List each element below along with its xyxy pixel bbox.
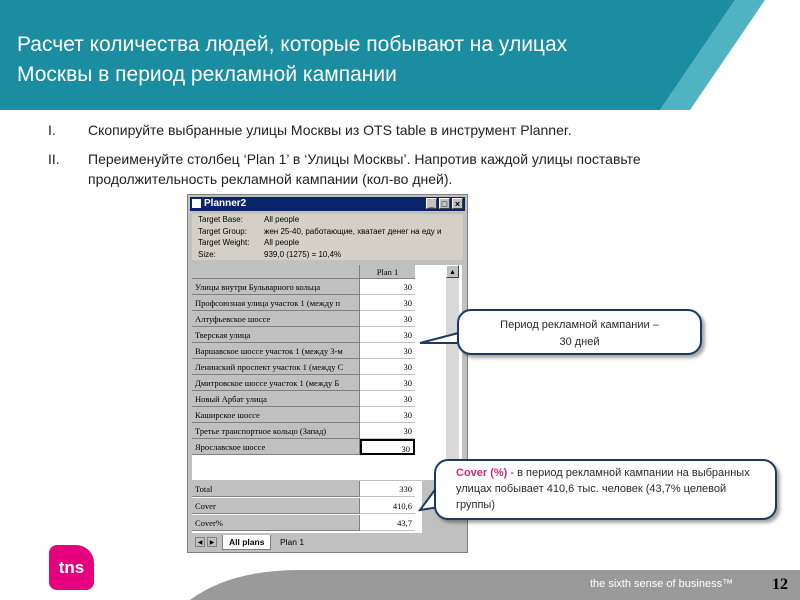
street-name[interactable]: Дмитровское шоссе участок 1 (между Б (192, 375, 360, 391)
street-name[interactable]: Ленинский проспект участок 1 (между С (192, 359, 360, 375)
tagline: the sixth sense of business™ (590, 578, 734, 590)
info-value: 939,0 (1275) = 10,4% (264, 249, 342, 259)
campaign-days-cell[interactable]: 30 (360, 439, 415, 455)
tab-plan-1[interactable]: Plan 1 (280, 537, 305, 547)
instruction-text: Скопируйте выбранные улицы Москвы из OTS table в инструмент Planner. (88, 122, 572, 138)
street-name[interactable]: Третье транспортное кольцо (Запад) (192, 423, 360, 439)
close-button[interactable]: × (452, 198, 463, 209)
minimize-button[interactable]: _ (426, 198, 437, 209)
tab-prev-arrow-icon[interactable]: ◀ (195, 537, 205, 547)
street-name[interactable]: Алтуфьевское шоссе (192, 311, 360, 327)
street-name[interactable]: Профсоюзная улица участок 1 (между п (192, 295, 360, 311)
campaign-days-cell[interactable]: 30 (360, 423, 415, 439)
column-header-plan-1[interactable]: Plan 1 (360, 265, 415, 279)
scroll-up-arrow-icon[interactable]: ▲ (446, 265, 459, 278)
instruction-number: II. (48, 151, 60, 167)
maximize-button[interactable]: □ (439, 198, 450, 209)
info-value: жен 25-40, работающие, хватает денег на еду и (264, 226, 442, 236)
campaign-days-cell[interactable]: 30 (360, 279, 415, 295)
campaign-days-cell[interactable]: 30 (360, 327, 415, 343)
campaign-days-cell[interactable]: 30 (360, 311, 415, 327)
info-value: All people (264, 238, 300, 247)
info-value: All people (264, 215, 300, 224)
title-line-2: Москвы в период рекламной кампании (17, 63, 397, 86)
street-name[interactable]: Улицы внутри Бульварного кольца (192, 279, 360, 295)
street-name[interactable]: Тверская улица (192, 327, 360, 343)
total-value: 330 (360, 481, 415, 497)
page-number: 12 (772, 576, 788, 593)
title-line-1: Расчет количества людей, которые побывают на улицах (17, 33, 568, 56)
street-name[interactable]: Новый Арбат улица (192, 391, 360, 407)
campaign-days-cell[interactable]: 30 (360, 375, 415, 391)
instruction-number: I. (48, 122, 56, 138)
street-name[interactable]: Ярославское шоссе (192, 439, 360, 455)
campaign-days-cell[interactable]: 30 (360, 391, 415, 407)
cover-callout (434, 459, 777, 520)
campaign-days-cell[interactable]: 30 (360, 295, 415, 311)
cover-value: 410,6 (360, 498, 415, 514)
info-label: Target Base: (198, 215, 243, 224)
tab-all-plans[interactable]: All plans (222, 535, 271, 550)
cover-percent-value: 43,7 (360, 515, 415, 531)
cover-percent-label: Cover% (192, 515, 360, 531)
callout-cover-text: - в период рекламной кампании на выбранных улицах побывает 410,6 тыс. человек (43,7% целевой группы) (456, 467, 750, 511)
callout-period-line-2: 30 дней (559, 336, 600, 348)
cover-label: Cover (192, 498, 360, 514)
campaign-days-cell[interactable]: 30 (360, 343, 415, 359)
footer-band (0, 540, 800, 600)
campaign-days-cell[interactable]: 30 (360, 407, 415, 423)
street-name[interactable]: Варшавское шоссе участок 1 (между 3-м (192, 343, 360, 359)
window-title: Planner2 (204, 198, 247, 209)
info-label: Target Weight: (198, 238, 250, 247)
instruction-text: Переименуйте столбец ‘Plan 1’ в ‘Улицы Москвы’. Напротив каждой улицы поставьте продолжительность рекламной кампании (кол-во дней). (88, 151, 641, 187)
street-name[interactable]: Каширское шоссе (192, 407, 360, 423)
callout-cover-label: Cover (%) (456, 467, 508, 479)
tns-logo: tns (49, 545, 94, 590)
campaign-period-callout (457, 309, 702, 355)
total-label: Total (192, 481, 360, 497)
tab-next-arrow-icon[interactable]: ▶ (207, 537, 217, 547)
info-label: Size: (198, 249, 216, 259)
info-label: Target Group: (198, 226, 247, 236)
campaign-days-cell[interactable]: 30 (360, 359, 415, 375)
callout-period-line-1: Период рекламной кампании – (500, 319, 659, 331)
